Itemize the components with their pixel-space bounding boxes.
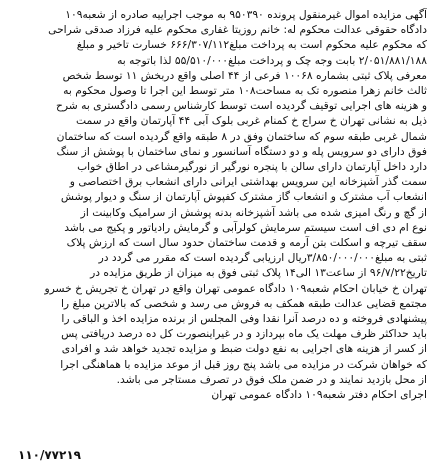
auction-notice: [3, 3, 433, 463]
notice-line: شمال غربی طبقه سوم که ساختمان وفق در ۸ طبقه واقع گردیده است که ساختمان: [56, 129, 427, 143]
notice-line: تاریخ۹۶/۷/۲۲ از ساعت۱۳ الی۱۴ پلاک ثبتی فوق به میزان از طریق مزایده در: [90, 266, 427, 280]
notice-line: سقف تیرچه و اسکلت بتن آرمه و قدمت ساختمان حدود سال است که ارزش پلاک: [66, 236, 427, 250]
reference-number: ۱۱۰/۷۷۲۱۹: [18, 448, 81, 462]
notice-line: مجتمع قضایی عدالت طبقه همکف به فروش می رسد و شخصی که بالاترین مبلغ را: [60, 296, 427, 310]
notice-line: پیشنهادی فروخته و ده درصد آنرا نقدا وفی المجلس از برنده مزایده اخذ و الباقی را: [61, 312, 427, 326]
notice-line: از محل بازدید نمایند و در ضمن ملک فوق در تصرف مستاجر می باشد.: [116, 372, 427, 386]
notice-signature: اجرای احکام دفتر شعبه۱۰۹ دادگاه عمومی تهران: [211, 388, 427, 402]
notice-line: ثبتی به مبلغ۳/۸۵۰/۰۰۰/۰۰۰ریال ارزیابی گردیده است که مقرر می گردد در: [98, 251, 427, 265]
notice-body: [7, 7, 427, 387]
notice-line: دادگاه حقوقی عدالت محکوم له: خانم روزیتا غفاری محکوم علیه فرزاد صدقی شراحی: [48, 23, 427, 37]
notice-line: باید حداکثر ظرف مهلت یک ماه بپردازد و در غیراینصورت کل ده درصد دریافتی پس: [61, 327, 427, 341]
notice-line: سمت گذر آشپزخانه این سرویس بهداشتی ایرانی دارای انشعاب برق اختصاصی و: [69, 175, 427, 189]
notice-line: آگهی مزایده اموال غیرمنقول پرونده ۹۵۰۳۹۰ به موجب اجراییه صادره از شعبه۱۰۹: [65, 8, 427, 21]
notice-line: نوع ام دی اف است سیستم سرمایش کولرآبی و گرمایش رادیاتور و پکیج می باشد: [64, 220, 427, 234]
notice-line: که خواهان شرکت در مزایده می باشد پنج روز قبل از موعد مزایده با هماهنگی اجرا: [60, 357, 427, 371]
notice-line: انشعاب آب مشترک و انشعاب گاز مشترک کفپوش آپارتمان از سنگ و دیوار پوشش: [60, 190, 427, 204]
notice-line: که محکوم علیه محکوم است به پرداخت مبلغ۶۶۶/۳۰۷/۱۱۲ خسارت تاخیر و مبلغ: [76, 38, 427, 52]
notice-line: از کسر از هزینه های اجرایی به نفع دولت ضبط و مزایده تجدید خواهد شد و افرادی: [61, 342, 427, 356]
notice-line: ذیل به نشانی تهران خ سراج خ کمنام غربی بلوک آبی ۴۴ آپارتمان واقع در سمت: [75, 114, 427, 128]
notice-line: ۲/۰۵۱/۸۸۱/۱۸۸ بابت وجه چک و پرداخت مبلغ۵۵/۵۱۰/۰۰۰ لذا باتوجه به: [117, 53, 427, 67]
notice-line: فوق دارای دو سرویس پله و دو دستگاه آسانسور و نمای ساختمان با پوشش از سنگ: [56, 144, 427, 158]
notice-line: ثالث خانم زهرا منصوره تک به مساحت۱۰۸ متر توسط این اجرا تا وصول محکوم به: [63, 84, 427, 98]
notice-line: دارد داخل آپارتمان دارای سالن با پنجره نورگیر از نورگیرمشاعی در اطاق خواب: [77, 160, 427, 174]
notice-line: معرفی پلاک ثبتی بشماره ۱۰۰۶۸ فرعی از ۴۴ اصلی واقع دربخش ۱۱ توسط شخص: [62, 68, 427, 82]
notice-line: تهران خ خیابان احکام شعبه۱۰۹ دادگاه عمومی تهران واقع در تهران خ تجریش خ خسرو: [44, 281, 427, 295]
notice-line: و هزینه های اجرایی توقیف گردیده است توسط کارشناس رسمی دادگستری به شرح: [55, 99, 427, 113]
notice-line: از گچ و رنگ امیزی شده می باشد آشپزخانه بدنه پوشش از سرامیک وکابینت از: [80, 205, 427, 219]
